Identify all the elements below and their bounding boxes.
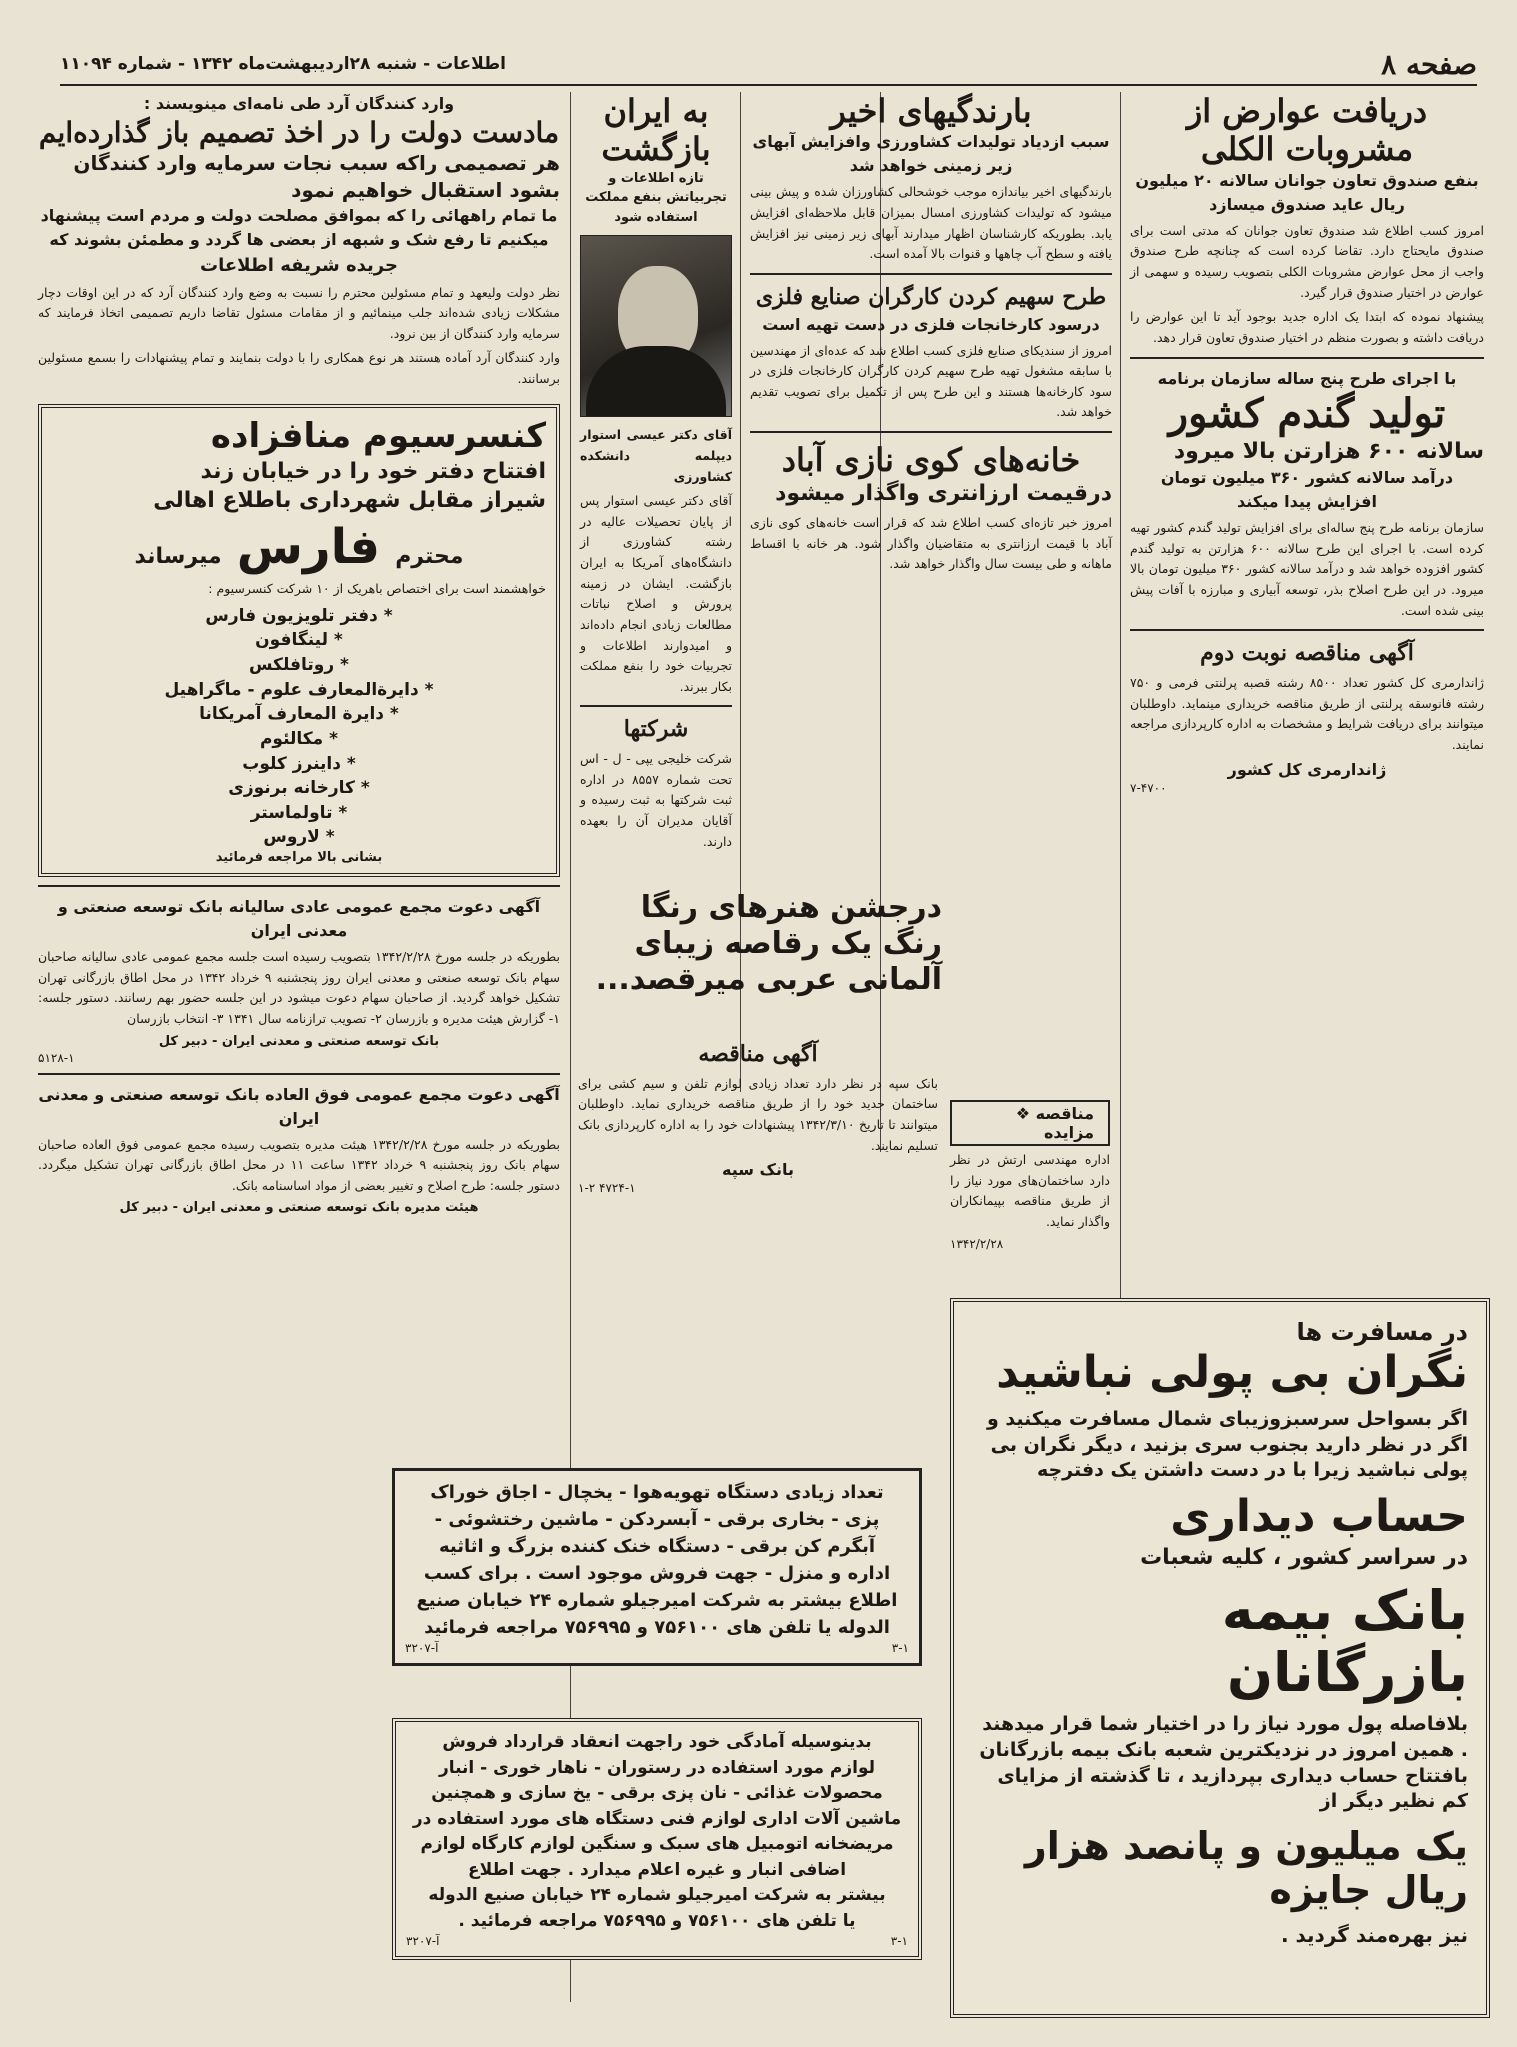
contract-ref: ۳-۱ <box>890 1934 908 1948</box>
insurance-bank-name: بانک بیمه بازرگانان <box>1221 1579 1468 1705</box>
metal-body: امروز از سندیکای صنایع فلزی کسب اطلاع شد که عده‌ای از مهندسین با سابقه مشغول تهیه طرح سهیم کردن کارگران کارخانجات فلزی در سود کارخانه‌ها هستند و این طرح پس از تکمیل برای تصویب تقدیم خواهد شد. <box>750 342 1112 420</box>
concert-list-item: * کارخانه برنوزی <box>228 778 370 799</box>
festival-block <box>572 890 942 998</box>
alcohol-body: پیشنهاد نموده که ابتدا یک اداره جدید بوجود آید تا این عوارض را دریافت داشته و بصورت منظم در اختیار صندوق تعاون قرار دهد. <box>1130 309 1484 345</box>
return-subhead: تازه اطلاعات و تجربیاتش بنفع مملکت استفاده شود <box>585 170 727 225</box>
flour-intro: وارد کنندگان آرد طی نامه‌ای مینویسند : <box>143 94 455 113</box>
festival-line: درجشن هنرهای رنگا <box>640 890 942 925</box>
homes-headline: خانه‌های کوی نازی آباد <box>781 441 1081 480</box>
column-alcohol-wheat <box>1122 92 1492 795</box>
insurance-branches: در سراسر کشور ، کلیه شعبات <box>1140 1544 1468 1570</box>
concert-ad <box>38 404 560 877</box>
concert-line: افتتاح دفتر خود را در خیابان زند <box>200 458 546 484</box>
metal-subhead: درسود کارخانجات فلزی در دست تهیه است <box>762 314 1100 334</box>
concert-list-item: * لاروس <box>263 827 335 848</box>
tender-body: ژاندارمری کل کشور تعداد ۸۵۰۰ رشته قصبه پرلنتی فرمی و ۷۵۰ رشته فانوسقه پرلنتی از طریق مناقصه خریداری مینماید. داوطلبان میتوانند برای دریافت شرایط و مشخصات به اداره کارپردازی مراجعه نمایند. <box>1130 675 1484 752</box>
appliances-refs <box>405 1641 909 1655</box>
appliances-line: پزی - بخاری برقی - آبسردکن - ماشین رختشوئی - <box>434 1509 880 1530</box>
insurance-prize: یک میلیون و پانصد هزار ریال جایزه <box>1024 1823 1468 1912</box>
appliances-line: الدوله یا تلفن های ۷۵۶۱۰۰ و ۷۵۶۹۹۵ مراجعه فرمائید <box>424 1617 890 1638</box>
concert-list-item: * تاولماستر <box>250 802 348 823</box>
concert-list-item: * روتافلکس <box>249 654 349 675</box>
wheat-subhead: سالانه ۶۰۰ هزارتن بالا میرود <box>1173 438 1484 464</box>
concert-footer: بشانی بالا مراجعه فرمائید <box>215 850 383 866</box>
appliances-ad <box>392 1468 922 1666</box>
assembly2-signoff: هیئت مدیره بانک توسعه صنعتی و معدنی ایران - دبیر کل <box>119 1200 479 1216</box>
wheat-headline: تولید گندم کشور <box>1168 389 1446 437</box>
contract-ad <box>392 1718 922 1960</box>
insurance-ad <box>950 1298 1490 2018</box>
alcohol-subhead: بنفع صندوق تعاون جوانان سالانه ۲۰ میلیون ریال عاید صندوق میسازد <box>1135 170 1479 214</box>
tender-signoff: ژاندارمری کل کشور <box>1227 759 1387 779</box>
alcohol-body: امروز کسب اطلاع شد صندوق تعاون جوانان که مدتی است برای صندوق مایحتاج دارد. تقاضا کرده است که چنانچه طرح صندوق واجب از محل عوارض مشروبات الکلی بتصویب رسیده و سهمی از عوارض در اختیار صندوق قرار گیرد. <box>1130 222 1484 300</box>
concert-items <box>52 604 546 850</box>
tender2-block <box>950 1100 1110 1251</box>
assembly1-ref: ۵۱۲۸-۱ <box>38 1050 75 1065</box>
appliances-ref: ۳-۱ <box>891 1641 909 1655</box>
concert-intro: خواهشمند است برای اختصاص باهریک از ۱۰ شرکت کنسرسیوم : <box>208 581 546 597</box>
concert-fars-line <box>52 520 546 575</box>
column-flour-importers <box>30 92 568 1215</box>
concert-list-item: * دایرة المعارف آمریکانا <box>199 704 399 725</box>
concert-fars: فارس <box>236 518 381 575</box>
bank-tender-block <box>578 1040 938 1195</box>
insurance-headline: نگران بی پولی نباشید <box>996 1347 1468 1399</box>
concert-line: شیراز مقابل شهرداری باطلاع اهالی <box>153 488 546 514</box>
appliances-line: آبگرم کن برقی - دستگاه خنک کننده بزرگ و اثاثیه <box>439 1536 875 1557</box>
appliances-line: اداره و منزل - جهت فروش موجود است . برای کسب <box>423 1563 891 1584</box>
insurance-body: اگر بسواحل سرسبزوزیبای شمال مسافرت میکنید و اگر در نظر دارید بجنوب سری بزنید ، دیگر نگران بی پولی نباشید زیرا با در دست داشتن یک دفترچه <box>986 1407 1468 1482</box>
flour-body: نظر دولت ولیعهد و تمام مسئولین محترم را نسبت به وضع وارد کنندگان آرد که در این اوقات دچار مشکلات زیادی شده‌اند جلب مینمائیم و از مقامات مسئول تقاضا داریم تصمیمی اتخاذ فرمایند که سرمایه وارد کنندگان از بین نرود. <box>38 284 560 341</box>
contract-ref: آ-۳۲۰۷ <box>406 1934 440 1948</box>
divider <box>580 705 732 707</box>
divider <box>38 885 560 887</box>
divider <box>1130 357 1484 359</box>
companies-headline: شرکتها <box>623 716 689 743</box>
column-rule <box>570 92 571 2002</box>
insurance-kicker: در مسافرت ها <box>1296 1318 1468 1346</box>
insurance-body2: بلافاصله پول مورد نیاز را در اختیار شما قرار میدهند . همین امروز در نزدیکترین شعبه بانک بیمه بازرگانان بافتتاح حساب دیداری بپردازید ، تا گذشته از مزایای کم نظیر دیگر از <box>979 1713 1468 1813</box>
contract-line: محصولات غذائی - نان پزی برقی - یخ سازی و همچنین <box>431 1783 883 1803</box>
divider <box>750 273 1112 275</box>
issue-info: اطلاعات - شنبه ۲۸اردیبهشت‌ماه ۱۳۴۲ - شماره ۱۱۰۹۴ <box>60 54 506 74</box>
bank-tender-signoff: بانک سپه <box>722 1160 794 1180</box>
flour-body: وارد کنندگان آرد آماده هستند هر نوع همکاری را با دولت بنمایند و تمام پیشنهادات را بسمع مسئولین برسانند. <box>38 350 560 387</box>
assembly1-headline: آگهی دعوت مجمع عمومی عادی سالیانه بانک توسعه صنعتی و معدنی ایران <box>57 897 541 941</box>
tender2-ref: ۱۳۴۲/۲/۲۸ <box>950 1236 1004 1251</box>
homes-body: امروز خبر تازه‌ای کسب اطلاع شد که قرار است خانه‌های کوی نازی آباد با قیمت ارزانتری به متقاضیان واگذار شود. هر خانه با اقساط ماهانه و طی بیست سال واگذار خواهد شد. <box>750 515 1112 572</box>
contract-line: بدینوسیله آمادگی خود راجهت انعقاد قرارداد فروش <box>442 1732 872 1752</box>
concert-list-item: * مکالئوم <box>259 728 339 749</box>
homes-subhead: درقیمت ارزانتری واگذار میشود <box>775 481 1112 507</box>
page-number: صفحه ۸ <box>1381 47 1477 81</box>
column-rain-metal-homes <box>742 92 1120 579</box>
concert-list-item: * داینرز کلوب <box>242 753 356 774</box>
appliances-ref: آ-۳۲۰۷ <box>405 1641 439 1655</box>
festival-line: آلمانی عربی میرقصد... <box>595 962 942 997</box>
column-rule <box>1120 92 1121 1302</box>
flour-subhead2: ما تمام راههائی را که بموافق مصلحت دولت و مردم است پیشنهاد میکنیم تا رفع شک و شبهه از بعضی ها گردد و مطمئن بشوند که <box>40 205 558 249</box>
wheat-subhead: درآمد سالانه کشور ۳۶۰ میلیون تومان افزایش پیدا میکند <box>1160 468 1454 512</box>
plan-heading: با اجرای طرح پنج ساله سازمان برنامه <box>1157 368 1457 388</box>
concert-word: میرساند <box>134 543 222 569</box>
contract-line: یا تلفن های ۷۵۶۱۰۰ و ۷۵۶۹۹۵ مراجعه فرمائید . <box>458 1910 856 1931</box>
flour-subhead: هر تصمیمی راکه سبب نجات سرمایه وارد کنندگان بشود استقبال خواهیم نمود <box>73 150 560 202</box>
companies-body: شرکت خلیجی یپی - ل - اس تحت شماره ۸۵۵۷ در اداره ثبت شرکتها به ثبت رسیده و آقایان مدیران آن را بعهده دارند. <box>580 751 732 849</box>
divider <box>1130 629 1484 631</box>
tender2-body: اداره مهندسی ارتش در نظر دارد ساختمان‌های مورد نیاز را از طریق مناقصه بپیمانکاران واگذار نماید. <box>950 1152 1110 1229</box>
alcohol-headline: دریافت عوارض از مشروبات الکلی <box>1186 92 1428 169</box>
tender-headline: آگهی مناقصه نوبت دوم <box>1200 640 1414 667</box>
appliances-line: تعداد زیادی دستگاه تهویه‌هوا - یخچال - اجاق خوراک <box>430 1482 884 1503</box>
return-caption: آقای دکتر عیسی استوار دیپلمه دانشکده کشاورزی <box>580 427 732 484</box>
assembly2-headline: آگهی دعوت مجمع عمومی فوق العاده بانک توسعه صنعتی و معدنی ایران <box>38 1084 560 1128</box>
concert-list-item: * دایرةالمعارف علوم - ماگراهیل <box>164 679 434 700</box>
rain-headline: بارندگیهای اخیر <box>830 92 1032 130</box>
concert-title: کنسرسیوم منافزاده <box>210 415 546 456</box>
rain-subhead: سبب ازدیاد تولیدات کشاورزی وافزایش آبهای زیر زمینی خواهد شد <box>752 132 1110 176</box>
concert-word: محترم <box>395 543 464 569</box>
column-return-companies <box>572 92 740 856</box>
contract-line: اضافی انبار و غیره اعلام میدارد . جهت اطلاع <box>467 1859 847 1880</box>
bank-tender-ref: ۱-۲ ۴۷۲۴-۱ <box>578 1181 636 1196</box>
contract-line: لوازم مورد استفاده در رستوران - ناهار خوری - انبار <box>438 1757 876 1778</box>
metal-headline: طرح سهیم کردن کارگران صنایع فلزی <box>755 283 1107 310</box>
return-headline: به ایران بازگشت <box>601 92 711 169</box>
insurance-account: حساب دیداری <box>1170 1490 1468 1542</box>
contract-line: ماشین آلات اداری لوازم فنی دستگاه های مورد استفاده در <box>412 1808 902 1829</box>
contract-refs <box>406 1934 908 1948</box>
bank-tender-body: بانک سپه در نظر دارد تعداد زیادی لوازم تلفن و سیم کشی برای ساختمان جدید خود را از طریق مناقصه خریداری نماید. داوطلبان میتوانند تا تاریخ ۱۳۴۲/۳/۱۰ پیشنهادات خود را به اداره کارپردازی بانک تسلیم نمایند. <box>578 1075 939 1153</box>
return-body: آقای دکتر عیسی استوار پس از پایان تحصیلات عالیه در رشته کشاورزی از دانشگاه‌های آمریکا به ایران بازگشت. ایشان در زمینه پرورش و اصلاح نباتات مطالعات زیادی انجام داده‌اند و امیدوارند اطلاعات و تجربیات خود را بنفع مملکت بکار ببرند. <box>580 493 732 694</box>
wheat-body: سازمان برنامه طرح پنج ساله‌ای برای افزایش تولید گندم کشور تهیه کرده است. با اجرای این طرح سالانه ۶۰۰ هزارتن به تولید گندم کشور افزوده خواهد شد و درآمد سالانه کشور ۳۶۰ میلیون تومان بالا میرود. در این طرح اصلاح بذر، توسعه آبیاری و مبارزه با آفات پیش بینی شده است. <box>1130 520 1484 618</box>
portrait-photo <box>580 235 732 417</box>
concert-list-item: * دفتر تلویزیون فارس <box>205 605 393 626</box>
appliances-line: اطلاع بیشتر به شرکت امیرجیلو شماره ۲۴ خیابان صنیع <box>416 1590 898 1611</box>
assembly1-body: بطوریکه در جلسه مورخ ۱۳۴۲/۲/۲۸ بتصویب رسیده است جلسه مجمع عمومی عادی سالیانه صاحبان سهام بانک توسعه صنعتی و معدنی ایران روز پنجشنبه ۹ خرداد ۱۳۴۲ در محل اطاق بازرگانی تهران تشکیل خواهد گردید. از صاحبان سهام دعوت میشود در این جلسه حضور بهم رسانند. دستور جلسه: ۱- گزارش هیئت مدیره و بازرسان ۲- تصویب ترازنامه سال ۱۳۴۱ ۳- انتخاب بازرسان <box>38 949 560 1026</box>
assembly1-signoff: بانک توسعه صنعتی و معدنی ایران - دبیر کل <box>158 1033 440 1049</box>
portrait-coat <box>586 346 726 416</box>
tender2-stamp: مناقصه ❖ مزایده <box>950 1100 1110 1146</box>
divider <box>750 431 1112 433</box>
bank-tender-headline: آگهی مناقصه <box>698 1041 818 1067</box>
flour-headline: مادست دولت را در اخذ تصمیم باز گذارده‌ایم <box>38 116 560 149</box>
insurance-footer: نیز بهره‌مند گردید . <box>1280 1923 1468 1948</box>
concert-list-item: * لینگافون <box>255 630 343 651</box>
tender-ref: ۷-۴۷۰۰ <box>1130 780 1167 795</box>
contract-line: بیشتر به شرکت امیرجیلو شماره ۲۴ خیابان صنیع الدوله <box>428 1885 886 1905</box>
masthead <box>60 44 1477 86</box>
rain-body: بارندگیهای اخیر بیاندازه موجب خوشحالی کشاورزان شده و پیش بینی میشود که تولیدات کشاورزی امسال بمیزان قابل ملاحظه‌ای افزایش یابد. بطوریکه کارشناسان اظهار میدارند آبهای زیر زمینی نیز افزایش یافته و سطح آب چاهها و قنوات بالا آمده است. <box>750 184 1112 262</box>
divider <box>38 1073 560 1075</box>
festival-line: رنگ یک رقاصه زیبای <box>634 926 942 961</box>
flour-paper-title: جریده شریفه اطلاعات <box>200 254 398 276</box>
assembly2-body: بطوریکه در جلسه مورخ ۱۳۴۲/۲/۲۸ هیئت مدیره بتصویب رسیده مجمع عمومی فوق العاده صاحبان سهام بانک روز پنجشنبه ۹ خرداد ۱۳۴۲ ساعت ۱۱ در محل اطاق بازرگانی تهران تشکیل میگردد. دستور جلسه: طرح اصلاح و تغییر بعضی از مواد اساسنامه بانک. <box>38 1136 560 1193</box>
contract-line: مریضخانه اتومبیل های سبک و سنگین لوازم کارگاه لوازم <box>420 1834 894 1854</box>
